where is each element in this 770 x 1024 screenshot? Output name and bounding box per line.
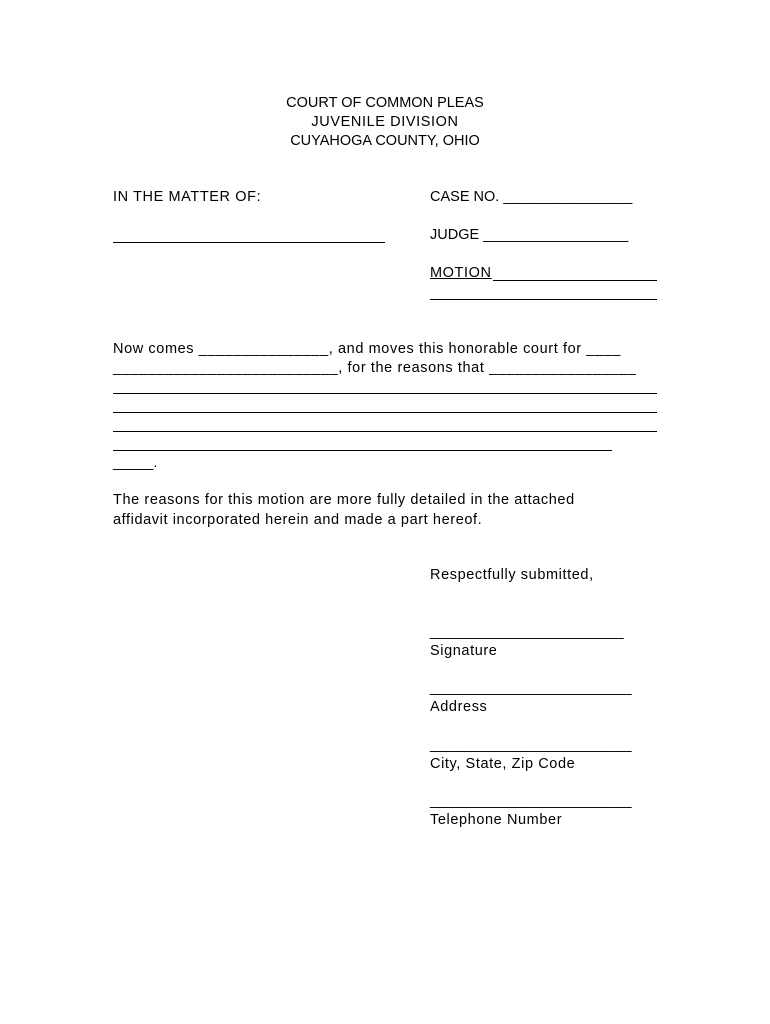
motion-label: MOTION <box>430 265 492 281</box>
judge-field[interactable]: JUDGE __________________ <box>430 227 629 243</box>
case-number-field[interactable]: CASE NO. ________________ <box>430 189 633 205</box>
court-name: COURT OF COMMON PLEAS <box>286 95 484 111</box>
address-label: Address <box>430 699 488 715</box>
matter-name-line[interactable] <box>113 242 385 243</box>
respectfully-submitted: Respectfully submitted, <box>430 567 594 583</box>
reasons-line-4[interactable] <box>113 450 612 451</box>
city-state-zip-label: City, State, Zip Code <box>430 756 576 772</box>
request-blank[interactable]: __________________________ <box>113 360 339 376</box>
body-line-1 <box>113 341 621 357</box>
division-name: JUVENILE DIVISION <box>311 114 459 130</box>
reasons-text: , for the reasons that <box>338 360 490 376</box>
matter-label: IN THE MATTER OF: <box>113 189 262 205</box>
address-line[interactable]: _________________________ <box>430 680 632 696</box>
moves-court-text: , and moves this honorable court for ____ <box>328 341 621 357</box>
city-state-zip-line[interactable]: _________________________ <box>430 737 632 753</box>
body-line-2 <box>113 360 636 376</box>
reasons-paragraph-line-2: affidavit incorporated herein and made a part hereof. <box>113 512 483 528</box>
reasons-blank[interactable]: _________________ <box>489 360 637 376</box>
telephone-label: Telephone Number <box>430 812 563 828</box>
reasons-closing-blank[interactable]: _____. <box>113 455 158 471</box>
movant-blank[interactable]: _______________ <box>198 341 329 357</box>
reasons-line-1[interactable] <box>113 393 657 394</box>
reasons-paragraph-line-1: The reasons for this motion are more fully detailed in the attached <box>113 492 575 508</box>
now-comes-text: Now comes <box>113 341 199 357</box>
telephone-line[interactable]: _________________________ <box>430 793 632 809</box>
reasons-line-2[interactable] <box>113 412 657 413</box>
county-name: CUYAHOGA COUNTY, OHIO <box>290 133 480 149</box>
signature-line[interactable]: ________________________ <box>430 624 624 640</box>
motion-title-line-1[interactable] <box>493 280 657 281</box>
signature-label: Signature <box>430 643 498 659</box>
motion-title-line-2[interactable] <box>430 299 657 300</box>
reasons-line-3[interactable] <box>113 431 657 432</box>
